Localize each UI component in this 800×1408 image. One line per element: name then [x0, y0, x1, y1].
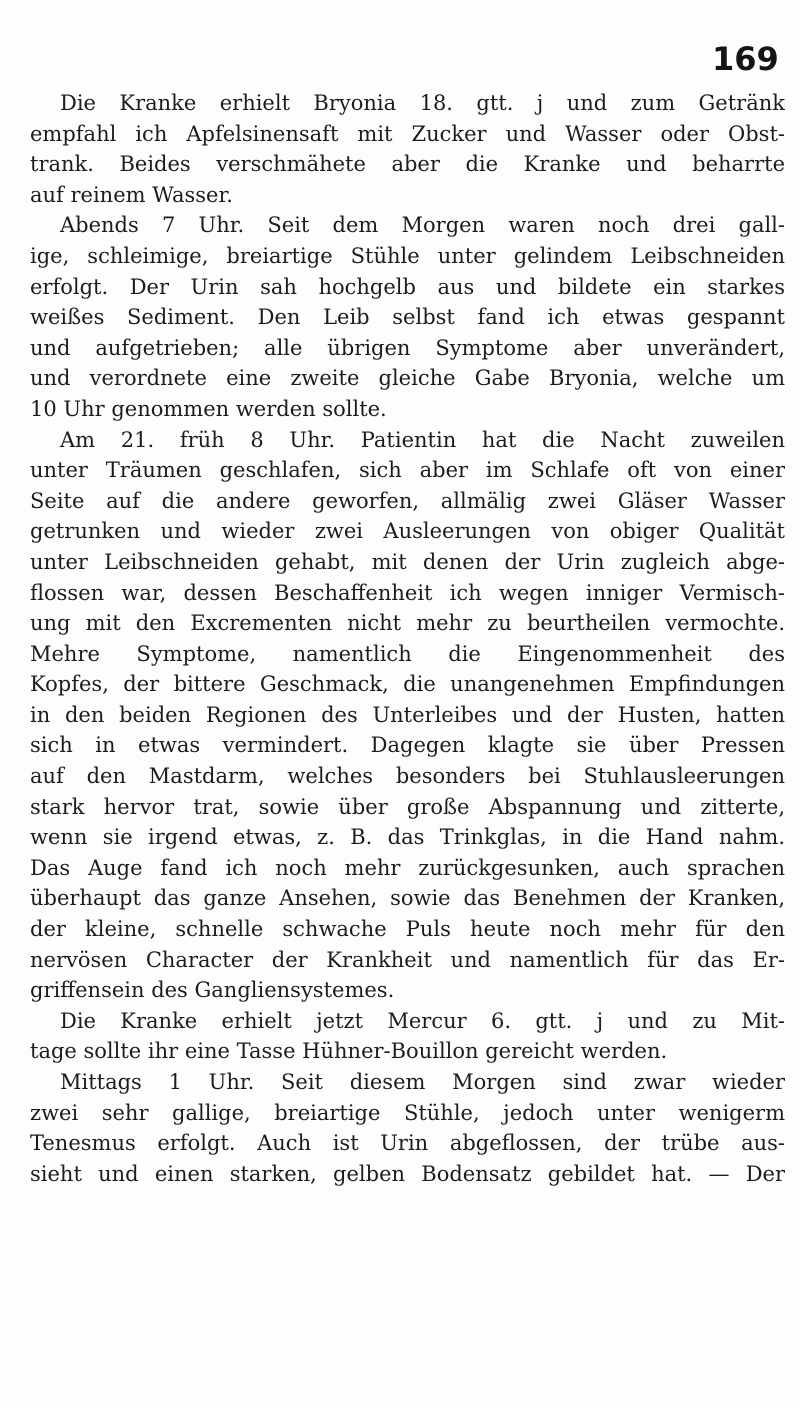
text-line: auf den Mastdarm, welches besonders bei Stuhlausleerungen: [30, 764, 785, 789]
text-line: und aufgetrieben; alle übrigen Symptome aber unverändert,: [30, 335, 785, 360]
text-line: Die Kranke erhielt Bryonia 18. gtt. j und zum Getränk: [60, 91, 785, 115]
text-line: trank. Beides verschmähete aber die Kranke und beharrte: [30, 152, 785, 177]
paragraph: [30, 88, 785, 210]
text-line: Tenesmus erfolgt. Auch ist Urin abgeflossen, der trübe aus-: [30, 1131, 785, 1156]
text-line: und verordnete eine zweite gleiche Gabe Bryonia, welche um: [30, 366, 785, 391]
text-line: wenn sie irgend etwas, z. B. das Trinkglas, in die Hand nahm.: [30, 825, 785, 850]
body-text: [30, 88, 785, 1189]
text-line: ige, schleimige, breiartige Stühle unter gelindem Leibschneiden: [30, 243, 785, 268]
paragraph: [30, 1067, 785, 1189]
text-line: auf reinem Wasser.: [30, 182, 233, 207]
text-line: ung mit den Excrementen nicht mehr zu beurtheilen vermochte.: [30, 611, 785, 636]
text-line: flossen war, dessen Beschaffenheit ich wegen inniger Vermisch-: [30, 580, 785, 605]
text-line: unter Träumen geschlafen, sich aber im Schlafe oft von einer: [30, 458, 785, 483]
text-line: griffensein des Gangliensystemes.: [30, 978, 395, 1003]
text-line: Mittags 1 Uhr. Seit diesem Morgen sind zwar wieder: [60, 1070, 785, 1094]
text-line: stark hervor trat, sowie über große Abspannung und zitterte,: [30, 794, 785, 819]
text-line: getrunken und wieder zwei Ausleerungen von obiger Qualität: [30, 519, 785, 544]
text-line: Seite auf die andere geworfen, allmälig zwei Gläser Wasser: [30, 488, 785, 513]
text-line: Das Auge fand ich noch mehr zurückgesunken, auch sprachen: [30, 855, 785, 880]
text-line: in den beiden Regionen des Unterleibes und der Husten, hatten: [30, 702, 785, 727]
paragraph: [30, 210, 785, 424]
text-line: 10 Uhr genommen werden sollte.: [30, 396, 387, 421]
page-number: 169: [712, 40, 779, 78]
text-line: überhaupt das ganze Ansehen, sowie das Benehmen der Kranken,: [30, 886, 785, 911]
text-line: empfahl ich Apfelsinensaft mit Zucker und Wasser oder Obst-: [30, 121, 785, 146]
text-line: Am 21. früh 8 Uhr. Patientin hat die Nacht zuweilen: [60, 427, 785, 452]
text-line: Kopfes, der bittere Geschmack, die unangenehmen Empfindungen: [30, 672, 785, 697]
text-line: Die Kranke erhielt jetzt Mercur 6. gtt. j und zu Mit-: [60, 1008, 785, 1033]
text-line: erfolgt. Der Urin sah hochgelb aus und bildete ein starkes: [30, 274, 785, 299]
text-line: tage sollte ihr eine Tasse Hühner-Bouillon gereicht werden.: [30, 1039, 668, 1064]
text-line: der kleine, schnelle schwache Puls heute noch mehr für den: [30, 917, 785, 942]
text-line: zwei sehr gallige, breiartige Stühle, jedoch unter wenigerm: [30, 1100, 785, 1125]
paragraph: [30, 1006, 785, 1067]
text-line: Abends 7 Uhr. Seit dem Morgen waren noch drei gall-: [60, 213, 785, 238]
text-line: weißes Sediment. Den Leib selbst fand ich etwas gespannt: [30, 305, 785, 330]
text-line: sich in etwas vermindert. Dagegen klagte sie über Pressen: [30, 733, 785, 758]
text-line: sieht und einen starken, gelben Bodensatz gebildet hat. — Der: [30, 1161, 785, 1186]
text-line: unter Leibschneiden gehabt, mit denen der Urin zugleich abge-: [30, 549, 785, 574]
text-line: Mehre Symptome, namentlich die Eingenommenheit des: [30, 641, 785, 666]
paragraph: [30, 425, 785, 1006]
text-line: nervösen Character der Krankheit und namentlich für das Er-: [30, 947, 785, 972]
